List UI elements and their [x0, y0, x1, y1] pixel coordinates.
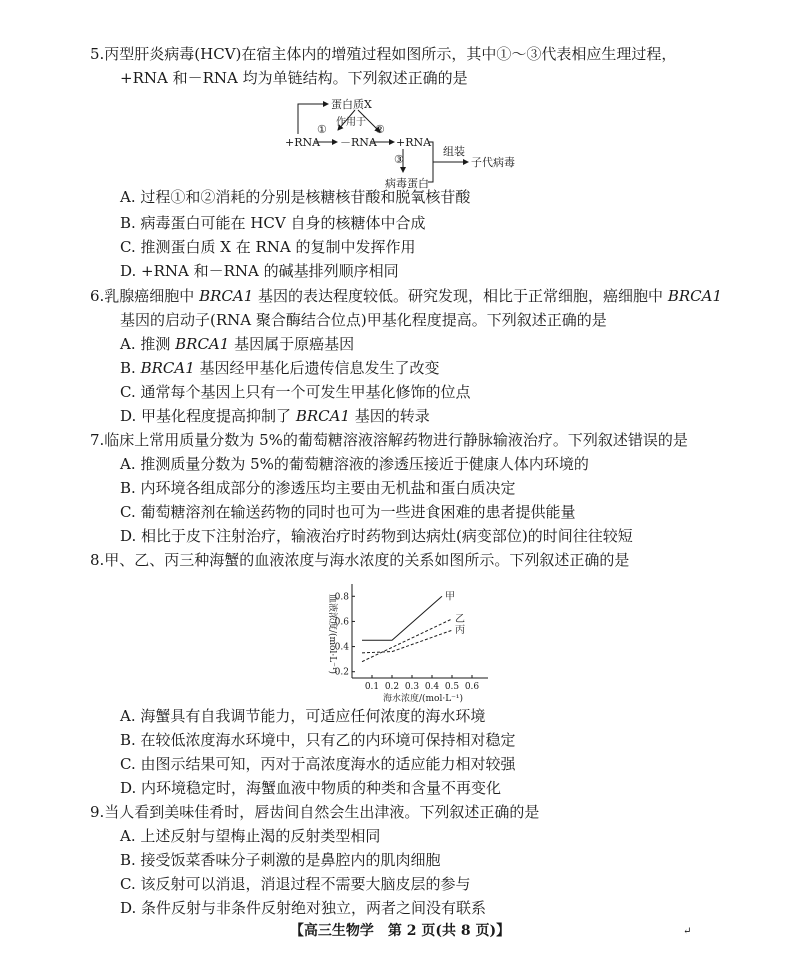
q7-option-d: D. 相比于皮下注射治疗，输液治疗时药物到达病灶(病变部位)的时间往往较短	[120, 527, 633, 545]
page-footer: 【高三生物学 第 2 页(共 8 页)】	[289, 923, 511, 939]
series-line-0	[362, 596, 442, 640]
q6-stem-part-b: 基因的表达程度较低。研究发现，相比于正常细胞，癌细胞中	[253, 287, 668, 305]
diagram-plus-rna: +RNA	[285, 136, 321, 149]
q5-stem-line1: 5.丙型肝炎病毒(HCV)在宿主体内的增殖过程如图所示，其中①～③代表相应生理过程，	[90, 45, 677, 63]
q6-option-b-part1: B.	[120, 359, 141, 377]
x-tick-label: 0.3	[404, 682, 420, 692]
q7-option-b: B. 内环境各组成部分的渗透压均主要由无机盐和蛋白质决定	[120, 479, 516, 497]
diagram-progeny: 子代病毒	[471, 156, 515, 169]
q6-option-d-part1: D. 甲基化程度提高抑制了	[120, 407, 296, 425]
q5-option-c: C. 推测蛋白质 X 在 RNA 的复制中发挥作用	[120, 238, 416, 256]
q6-option-b	[120, 358, 440, 378]
corner-mark: ↵	[683, 926, 692, 937]
series-line-2	[362, 630, 452, 653]
diagram-step-3: ③	[394, 153, 404, 166]
x-tick-label: 0.5	[444, 682, 460, 692]
q6-option-d	[120, 406, 430, 426]
y-tick-label: 0.4	[334, 642, 349, 653]
x-tick-label: 0.4	[424, 682, 440, 692]
diagram-plus-rna-2: +RNA	[396, 136, 432, 149]
q7-option-c: C. 葡萄糖溶剂在输送药物的同时也可为一些进食困难的患者提供能量	[120, 503, 576, 521]
q6-option-a-part2: 基因属于原癌基因	[229, 335, 355, 353]
series-label-2: 丙	[455, 625, 465, 637]
q9-stem: 9.当人看到美味佳肴时，唇齿间自然会生出津液。下列叙述正确的是	[90, 803, 540, 821]
q6-stem-line1	[90, 286, 722, 306]
q9-option-b: B. 接受饭菜香味分子刺激的是鼻腔内的肌肉细胞	[120, 851, 441, 869]
diagram-assemble: 组装	[443, 145, 465, 158]
q9-option-d: D. 条件反射与非条件反射绝对独立，两者之间没有联系	[120, 899, 487, 917]
q6-gene-name: BRCA1	[175, 335, 230, 353]
diagram-step-2: ②	[375, 123, 385, 136]
x-tick-label: 0.2	[384, 682, 400, 692]
diagram-acts-on: 作用于	[336, 117, 366, 128]
q8-option-d: D. 内环境稳定时，海蟹血液中物质的种类和含量不再变化	[120, 779, 502, 797]
q6-stem-part-a: 6.乳腺癌细胞中	[90, 287, 200, 305]
diagram-minus-rna: －RNA	[340, 136, 377, 149]
series-label-0: 甲	[445, 591, 455, 603]
y-tick-label: 0.2	[334, 667, 349, 678]
q6-option-d-part2: 基因的转录	[349, 407, 430, 425]
q9-option-c: C. 该反射可以消退，消退过程不需要大脑皮层的参与	[120, 875, 471, 893]
q6-option-a-part1: A. 推测	[120, 335, 176, 353]
q8-option-b: B. 在较低浓度海水环境中，只有乙的内环境可保持相对稳定	[120, 731, 516, 749]
q6-gene-name: BRCA1	[199, 287, 254, 305]
y-tick-label: 0.8	[334, 592, 349, 603]
q5-option-d: D. +RNA 和－RNA 的碱基排列顺序相同	[120, 262, 399, 280]
q5-stem-line2: +RNA 和－RNA 均为单链结构。下列叙述正确的是	[120, 69, 468, 87]
q6-gene-name: BRCA1	[667, 287, 722, 305]
diagram-step-1: ①	[317, 123, 327, 136]
x-tick-label: 0.1	[364, 682, 380, 692]
q6-option-c: C. 通常每个基因上只有一个可发生甲基化修饰的位点	[120, 383, 471, 401]
q8-stem: 8.甲、乙、丙三种海蟹的血液浓度与海水浓度的关系如图所示。下列叙述正确的是	[90, 551, 630, 569]
q7-stem: 7.临床上常用质量分数为 5%的葡萄糖溶液溶解药物进行静脉输液治疗。下列叙述错误的是	[90, 431, 688, 449]
series-label-1: 乙	[455, 613, 465, 625]
x-axis-label: 海水浓度/(mol·L⁻¹)	[382, 694, 464, 704]
y-axis-label: 血液浓度/(mol·L⁻¹)	[327, 593, 337, 675]
q9-option-a: A. 上述反射与望梅止渴的反射类型相同	[120, 827, 381, 845]
q6-gene-name: BRCA1	[295, 407, 350, 425]
hcv-diagram	[0, 0, 800, 200]
q6-option-b-part2: 基因经甲基化后遗传信息发生了改变	[194, 359, 440, 377]
q6-gene-name: BRCA1	[140, 359, 195, 377]
diagram-viral-protein: 病毒蛋白	[385, 177, 429, 190]
q8-option-c: C. 由图示结果可知，丙对于高浓度海水的适应能力相对较强	[120, 755, 516, 773]
x-tick-label: 0.6	[464, 682, 480, 692]
diagram-protein-x: 蛋白质X	[331, 98, 372, 111]
y-tick-label: 0.6	[334, 617, 349, 628]
q6-stem-line2: 基因的启动子(RNA 聚合酶结合位点)甲基化程度提高。下列叙述正确的是	[120, 311, 607, 329]
q8-option-a: A. 海蟹具有自我调节能力，可适应任何浓度的海水环境	[120, 707, 486, 725]
q5-option-b: B. 病毒蛋白可能在 HCV 自身的核糖体中合成	[120, 214, 426, 232]
q7-option-a: A. 推测质量分数为 5%的葡萄糖溶液的渗透压接近于健康人体内环境的	[120, 455, 589, 473]
blood-seawater-chart	[300, 580, 500, 705]
q6-option-a	[120, 334, 354, 354]
q5-option-a: A. 过程①和②消耗的分别是核糖核苷酸和脱氧核苷酸	[120, 188, 471, 206]
